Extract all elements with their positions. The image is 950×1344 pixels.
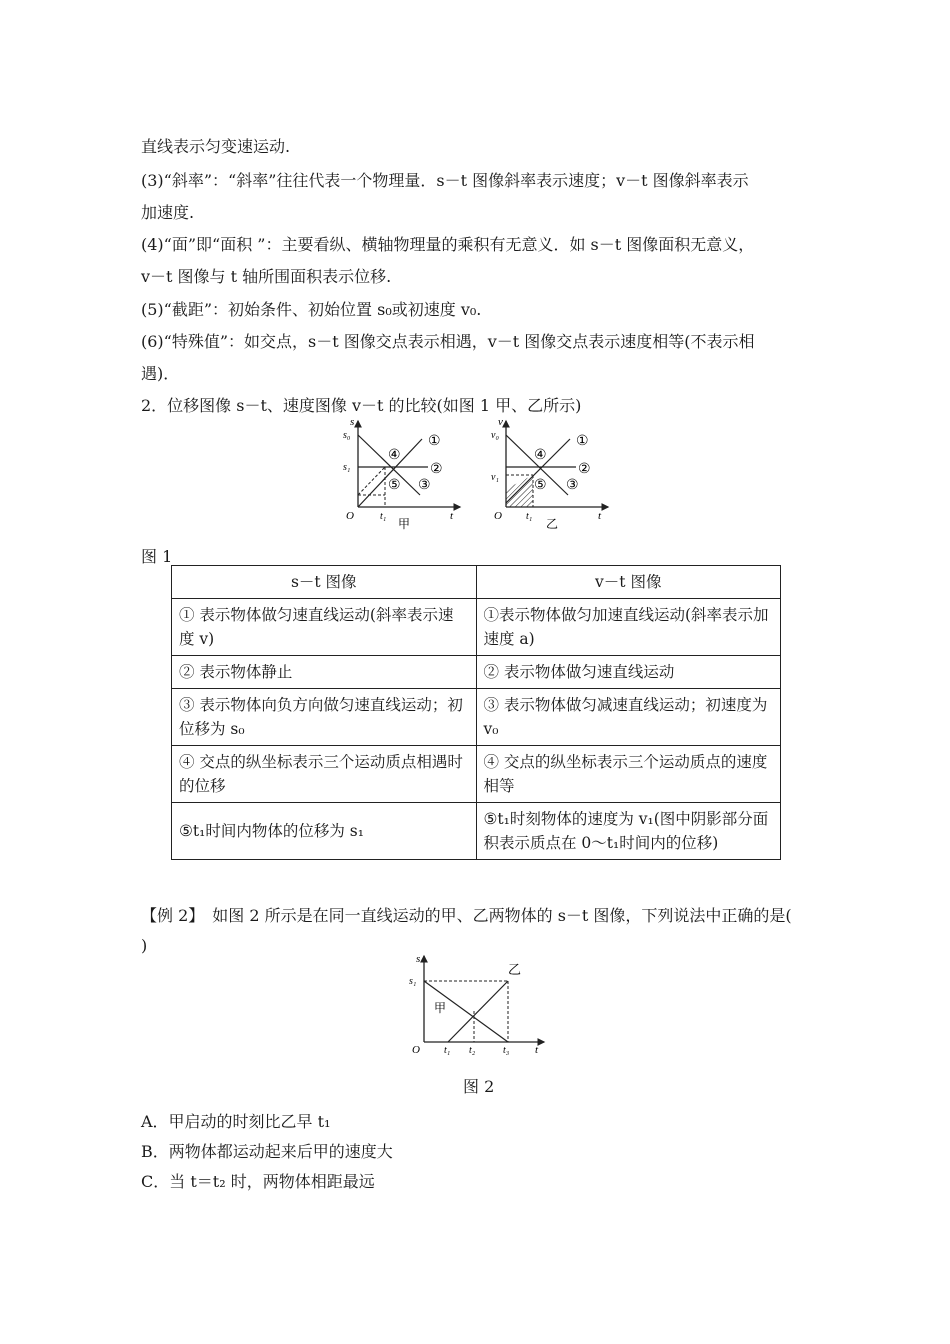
ylabel: v (498, 416, 503, 428)
table-row (172, 689, 781, 746)
table-header: s－t 图像 (172, 566, 477, 599)
xlabel: t (598, 510, 602, 522)
table-cell: ③ 表示物体向负方向做匀速直线运动；初位移为 s₀ (172, 689, 477, 746)
marker-1: ① (428, 434, 441, 449)
jia-label: 甲 (434, 1001, 447, 1015)
origin-label: O (494, 510, 502, 522)
marker-2: ② (578, 462, 591, 477)
paragraph-line: (3)“斜率”：“斜率”往往代表一个物理量．s－t 图像斜率表示速度；v－t 图像斜率表示 (141, 171, 749, 190)
paragraph-line: 2．位移图像 s－t、速度图像 v－t 的比较(如图 1 甲、乙所示) (141, 396, 582, 415)
s1-label: s₁ (409, 976, 417, 987)
x1-label: t₁ (380, 511, 387, 522)
table-cell: ⑤t₁时间内物体的位移为 s₁ (172, 803, 477, 860)
paragraph-line: 遇)． (141, 364, 180, 383)
y1-label: s₁ (343, 462, 351, 473)
table-row (172, 599, 781, 656)
figure1-left-graph (340, 415, 470, 530)
figure1-caption: 图 1 (141, 547, 173, 566)
graph-name: 乙 (546, 517, 559, 530)
marker-5: ⑤ (388, 478, 401, 493)
table-header: v－t 图像 (476, 566, 781, 599)
paragraph-line: (4)“面”即“面积 ”：主要看纵、横轴物理量的乘积有无意义．如 s－t 图像面积无意义， (141, 235, 755, 254)
y0-label: s₀ (343, 430, 351, 441)
yi-label: 乙 (508, 962, 522, 977)
paragraph-line: 加速度. (141, 203, 195, 222)
figure1-right-graph (488, 415, 618, 530)
figure2-caption: 图 2 (463, 1077, 495, 1096)
option-c: C．当 t＝t₂ 时，两物体相距最远 (141, 1172, 375, 1191)
ylabel: s (416, 953, 421, 965)
paragraph-line: v－t 图像与 t 轴所围面积表示位移. (141, 267, 392, 286)
marker-3: ③ (566, 478, 579, 493)
comparison-table (171, 565, 781, 860)
origin-label: O (412, 1044, 420, 1056)
option-a: A．甲启动的时刻比乙早 t₁ (141, 1112, 331, 1131)
table-cell: ①表示物体做匀加速直线运动(斜率表示加速度 a) (476, 599, 781, 656)
marker-4: ④ (388, 448, 401, 463)
example-bracket: ) (141, 936, 148, 955)
table-row (172, 803, 781, 860)
marker-5: ⑤ (534, 478, 547, 493)
marker-1: ① (576, 434, 589, 449)
t2-label: t₂ (469, 1045, 476, 1056)
table-cell: ② 表示物体静止 (172, 656, 477, 689)
option-b: B．两物体都运动起来后甲的速度大 (141, 1142, 393, 1161)
table-cell: ⑤t₁时刻物体的速度为 v₁(图中阴影部分面积表示质点在 0～t₁时间内的位移) (476, 803, 781, 860)
ylabel: s (350, 416, 355, 428)
y1-label: v₁ (491, 472, 499, 483)
origin-label: O (346, 510, 354, 522)
table-cell: ③ 表示物体做匀减速直线运动；初速度为 v₀ (476, 689, 781, 746)
table-row (172, 746, 781, 803)
table-row (172, 656, 781, 689)
table-cell: ① 表示物体做匀速直线运动(斜率表示速度 v) (172, 599, 477, 656)
graph-name: 甲 (398, 517, 411, 530)
figure2-graph (404, 952, 554, 1064)
table-cell: ② 表示物体做匀速直线运动 (476, 656, 781, 689)
marker-3: ③ (418, 478, 431, 493)
xlabel: t (450, 510, 454, 522)
table-cell: ④ 交点的纵坐标表示三个运动质点相遇时的位移 (172, 746, 477, 803)
paragraph-line: (6)“特殊值”：如交点，s－t 图像交点表示相遇，v－t 图像交点表示速度相等(不表示相 (141, 332, 755, 351)
example-title: 【例 2】 如图 2 所示是在同一直线运动的甲、乙两物体的 s－t 图像，下列说法中正确的是( (141, 906, 792, 925)
marker-4: ④ (534, 448, 547, 463)
y0-label: v₀ (491, 430, 499, 441)
t3-label: t₃ (503, 1045, 510, 1056)
t1-label: t₁ (444, 1045, 451, 1056)
paragraph-line: 直线表示匀变速运动. (141, 137, 291, 156)
xlabel: t (535, 1044, 539, 1056)
paragraph-line: (5)“截距”：初始条件、初始位置 s₀或初速度 v₀. (141, 300, 482, 319)
marker-2: ② (430, 462, 443, 477)
x1-label: t₁ (526, 511, 533, 522)
table-cell: ④ 交点的纵坐标表示三个运动质点的速度相等 (476, 746, 781, 803)
table-header-row (172, 566, 781, 599)
